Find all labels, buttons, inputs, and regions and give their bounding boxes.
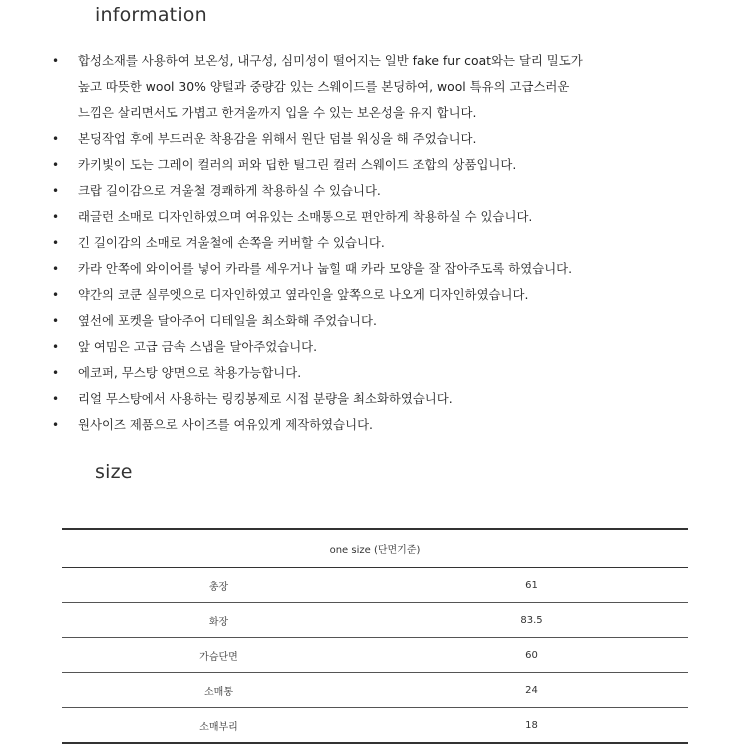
list-item: • 에코퍼, 무스탕 양면으로 착용가능합니다. bbox=[52, 360, 732, 386]
table-row bbox=[62, 673, 688, 708]
bullet-icon: • bbox=[52, 392, 60, 406]
list-item: • 크랍 길이감으로 겨울철 경쾌하게 착용하실 수 있습니다. bbox=[52, 178, 732, 204]
table-row bbox=[62, 568, 688, 603]
measurement-value: 60 bbox=[375, 638, 688, 673]
bullet-icon: • bbox=[52, 184, 60, 198]
measurement-label: 소매부리 bbox=[62, 708, 375, 744]
list-item: • 카키빛이 도는 그레이 컬러의 퍼와 딥한 틸그린 컬러 스웨이드 조합의 상품입니다. bbox=[52, 152, 732, 178]
list-item: • 합성소재를 사용하여 보온성, 내구성, 심미성이 떨어지는 일반 fake fur coat와는 달리 밀도가 높고 따뜻한 wool 30% 양털과 중량감 있는 스웨이드를 본딩하여, wool 특유의 고급스러운 느낌은 살리면서도 가볍고 한겨울까지 입을 수 있는 보온성을 유지 합니다. bbox=[52, 48, 732, 126]
list-item: • 옆선에 포켓을 달아주어 디테일을 최소화해 주었습니다. bbox=[52, 308, 732, 334]
list-item: • 본딩작업 후에 부드러운 착용감을 위해서 원단 덤블 워싱을 해 주었습니다. bbox=[52, 126, 732, 152]
bullet-icon: • bbox=[52, 236, 60, 250]
list-item: • 원사이즈 제품으로 사이즈를 여유있게 제작하였습니다. bbox=[52, 412, 732, 438]
table-header-row bbox=[62, 529, 688, 568]
measurement-value: 18 bbox=[375, 708, 688, 744]
size-table-header: one size (단면기준) bbox=[62, 529, 688, 568]
list-item: • 리얼 무스탕에서 사용하는 링킹봉제로 시접 분량을 최소화하였습니다. bbox=[52, 386, 732, 412]
bullet-icon: • bbox=[52, 418, 60, 432]
list-item: • 약간의 코쿤 실루엣으로 디자인하였고 옆라인을 앞쪽으로 나오게 디자인하였습니다. bbox=[52, 282, 732, 308]
measurement-label: 소매통 bbox=[62, 673, 375, 708]
bullet-icon: • bbox=[52, 340, 60, 354]
table-row bbox=[62, 638, 688, 673]
bullet-icon: • bbox=[52, 314, 60, 328]
bullet-icon: • bbox=[52, 288, 60, 302]
list-item: • 긴 길이감의 소매로 겨울철에 손쪽을 커버할 수 있습니다. bbox=[52, 230, 732, 256]
bullet-icon: • bbox=[52, 262, 60, 276]
measurement-label: 총장 bbox=[62, 568, 375, 603]
measurement-label: 가슴단면 bbox=[62, 638, 375, 673]
information-list bbox=[52, 48, 732, 438]
table-row bbox=[62, 708, 688, 744]
bullet-icon: • bbox=[52, 210, 60, 224]
measurement-value: 83.5 bbox=[375, 603, 688, 638]
measurement-value: 24 bbox=[375, 673, 688, 708]
size-heading: size bbox=[95, 461, 133, 483]
measurement-label: 화장 bbox=[62, 603, 375, 638]
information-heading: information bbox=[95, 4, 207, 26]
list-item: • 카라 안쪽에 와이어를 넣어 카라를 세우거나 눕힐 때 카라 모양을 잘 잡아주도록 하였습니다. bbox=[52, 256, 732, 282]
bullet-icon: • bbox=[52, 132, 60, 146]
size-table bbox=[62, 528, 688, 744]
table-row bbox=[62, 603, 688, 638]
bullet-icon: • bbox=[52, 158, 60, 172]
measurement-value: 61 bbox=[375, 568, 688, 603]
list-item: • 앞 여밈은 고급 금속 스냅을 달아주었습니다. bbox=[52, 334, 732, 360]
bullet-icon: • bbox=[52, 54, 60, 68]
bullet-icon: • bbox=[52, 366, 60, 380]
list-item: • 래글런 소매로 디자인하였으며 여유있는 소매통으로 편안하게 착용하실 수 있습니다. bbox=[52, 204, 732, 230]
